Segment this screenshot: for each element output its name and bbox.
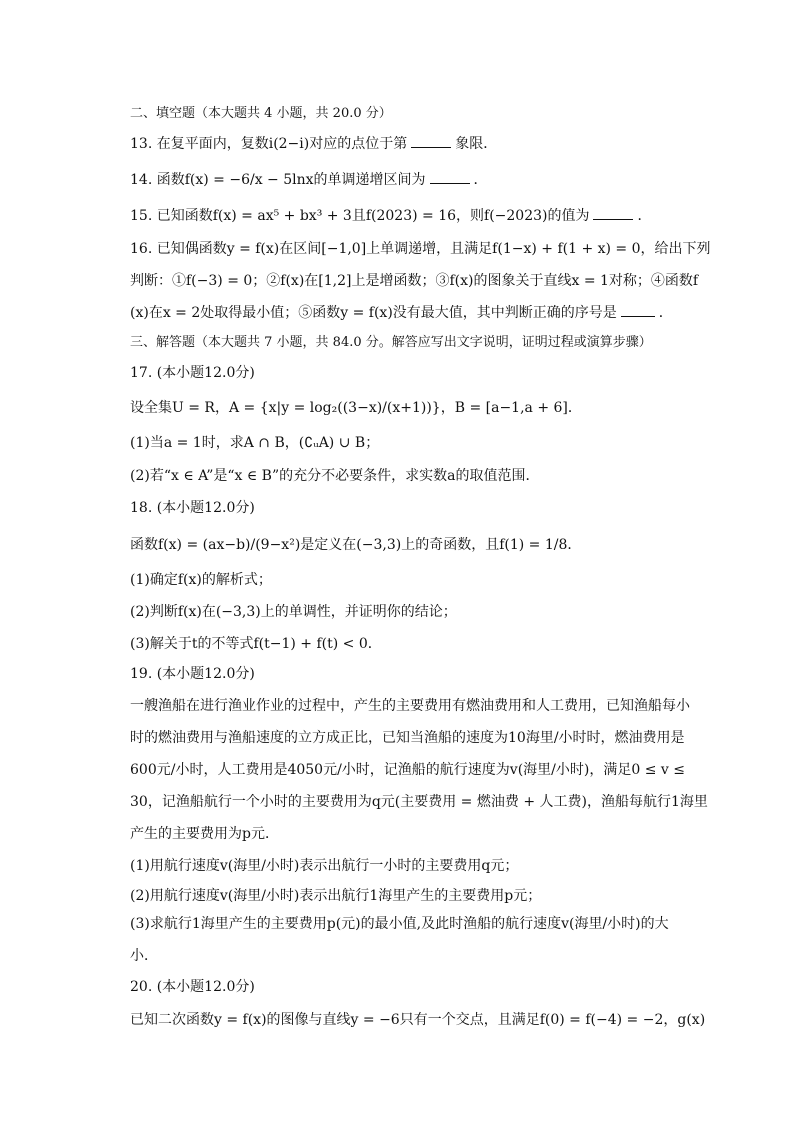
question-19-stem-line-1: 一艘渔船在进行渔业作业的过程中，产生的主要费用有燃油费用和人工费用，已知渔船每小	[130, 698, 690, 714]
question-18-header: 18. (本小题12.0分)	[130, 500, 255, 516]
question-18-part-2: (2)判断f(x)在(−3,3)上的单调性，并证明你的结论；	[130, 604, 457, 620]
question-14-tail: ．	[473, 172, 488, 188]
question-13-tail: 象限．	[455, 136, 498, 152]
question-17-part-2: (2)若“x ∈ A”是“x ∈ B”的充分不必要条件，求实数a的取值范围．	[130, 468, 540, 484]
question-19-part-3: (3)求航行1海里产生的主要费用p(元)的最小值,及此时渔船的航行速度v(海里/小时)的大	[130, 916, 669, 932]
question-19-part-2: (2)用航行速度v(海里/小时)表示出航行1海里产生的主要费用p元；	[130, 888, 542, 904]
question-14	[130, 170, 690, 190]
question-18-part-3: (3)解关于t的不等式f(t−1) + f(t) < 0．	[130, 636, 382, 652]
question-16-line-1: 16. 已知偶函数y = f(x)在区间[−1,0]上单调递增，且满足f(1−x) + f(1 + x) = 0，给出下列	[130, 241, 711, 257]
question-18-stem: 函数f(x) = (ax−b)/(9−x²)是定义在(−3,3)上的奇函数，且f(1) = 1/8．	[130, 537, 582, 553]
answer-blank	[621, 304, 655, 317]
question-14-text: 14. 函数f(x) = −6/x − 5lnx的单调递增区间为	[130, 172, 426, 188]
question-13	[130, 134, 690, 154]
question-13-text: 13. 在复平面内，复数i(2−i)对应的点位于第	[130, 136, 408, 152]
question-17-header: 17. (本小题12.0分)	[130, 365, 255, 381]
question-15-tail: ．	[637, 208, 652, 224]
question-19-header: 19. (本小题12.0分)	[130, 666, 255, 682]
question-15	[130, 206, 690, 226]
question-16-text: (x)在x = 2处取得最小值；⑤函数y = f(x)没有最大值，其中判断正确的序号是	[130, 305, 617, 321]
question-19-stem-line-5: 产生的主要费用为p元．	[130, 826, 279, 842]
section-answer-title: 三、解答题（本大题共 7 小题，共 84.0 分。解答应写出文字说明，证明过程或演算步骤）	[130, 335, 652, 350]
question-19-part-1: (1)用航行速度v(海里/小时)表示出航行一小时的主要费用q元；	[130, 858, 519, 874]
question-17-part-1: (1)当a = 1时，求A ∩ B，(∁ᵤA) ∪ B；	[130, 435, 380, 451]
question-19-part-3-cont: 小．	[130, 948, 158, 964]
answer-blank	[593, 207, 633, 220]
question-19-stem-line-3: 600元/小时，人工费用是4050元/小时，记渔船的航行速度为v(海里/小时)，满足0 ≤ v ≤	[130, 762, 685, 778]
question-16-line-3	[130, 303, 690, 323]
question-20-header: 20. (本小题12.0分)	[130, 979, 255, 995]
question-18-part-1: (1)确定f(x)的解析式；	[130, 572, 272, 588]
question-16-line-2: 判断：①f(−3) = 0；②f(x)在[1,2]上是增函数；③f(x)的图象关于直线x = 1对称；④函数f	[130, 273, 699, 289]
question-16-tail: ．	[658, 305, 673, 321]
question-20-stem: 已知二次函数y = f(x)的图像与直线y = −6只有一个交点，且满足f(0) = f(−4) = −2，g(x)	[130, 1012, 706, 1028]
question-15-text: 15. 已知函数f(x) = ax⁵ + bx³ + 3且f(2023) = 16，则f(−2023)的值为	[130, 208, 590, 224]
answer-blank	[411, 135, 451, 148]
question-19-stem-line-2: 时的燃油费用与渔船速度的立方成正比，已知当渔船的速度为10海里/小时时，燃油费用是	[130, 730, 685, 746]
answer-blank	[430, 171, 470, 184]
section-fill-blank-title: 二、填空题（本大题共 4 小题，共 20.0 分）	[130, 106, 392, 121]
question-19-stem-line-4: 30，记渔船航行一个小时的主要费用为q元(主要费用 = 燃油费 + 人工费)，渔船每航行1海里	[130, 794, 708, 810]
question-17-stem: 设全集U = R，A = {x|y = log₂((3−x)/(x+1))}，B = [a−1,a + 6]．	[130, 400, 582, 416]
